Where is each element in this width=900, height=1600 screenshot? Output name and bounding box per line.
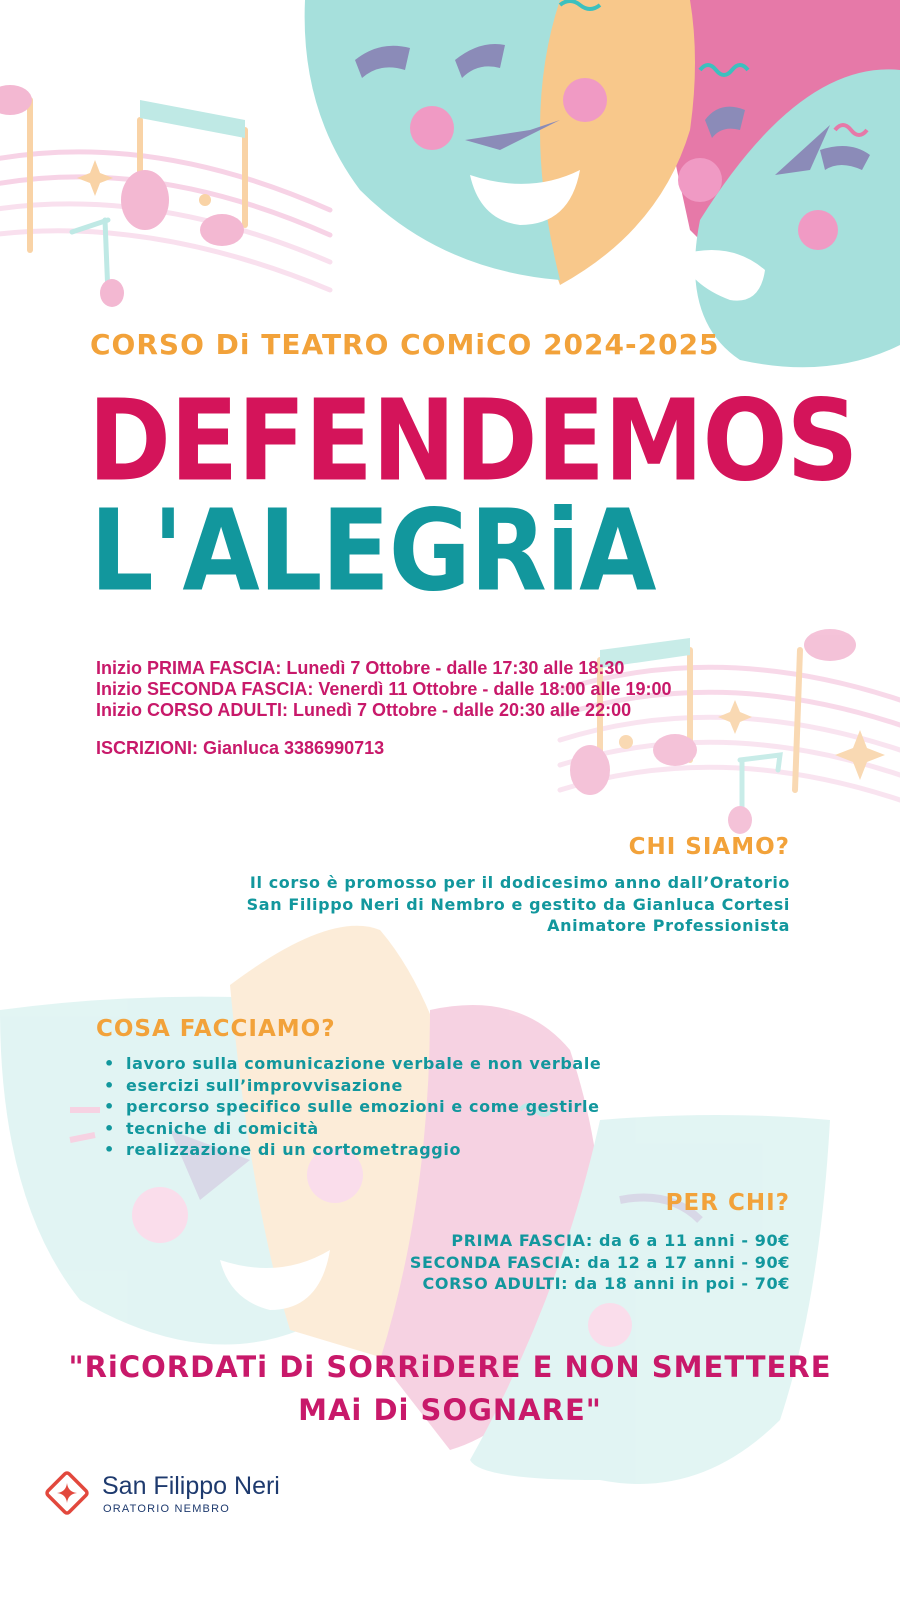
per-chi-line: PRIMA FASCIA: da 6 a 11 anni - 90€ [451,1231,790,1250]
schedule-block [96,658,672,721]
bullet-icon: • [104,1140,115,1159]
quote [60,1346,840,1432]
cosa-facciamo-heading: COSA FACCIAMO? [96,1016,336,1042]
per-chi-text [410,1230,790,1295]
list-item-text: percorso specifico sulle emozioni e come gestirle [126,1097,600,1116]
per-chi-line: CORSO ADULTI: da 18 anni in poi - 70€ [422,1274,790,1293]
cosa-facciamo-list [100,1053,601,1161]
quote-line: "RiCORDATi Di SORRiDERE E NON SMETTERE [68,1350,832,1384]
quote-line: MAi Di SOGNARE" [298,1393,602,1427]
chi-siamo-heading: CHI SIAMO? [628,834,790,860]
iscrizioni-contact: ISCRIZIONI: Gianluca 3386990713 [96,738,385,758]
chi-siamo-line: San Filippo Neri di Nembro e gestito da Gianluca Cortesi [246,894,790,914]
chi-siamo-text [230,872,790,937]
per-chi-line: SECONDA FASCIA: da 12 a 17 anni - 90€ [409,1252,790,1272]
schedule-corso-adulti: Inizio CORSO ADULTI: Lunedì 7 Ottobre - dalle 20:30 alle 22:00 [96,700,632,720]
theater-masks-top-icon [305,0,900,367]
logo-name: San Filippo Neri [102,1472,280,1500]
chi-siamo-line: Animatore Professionista [547,916,790,935]
bullet-icon: • [104,1054,115,1073]
list-item-text: esercizi sull’improvvisazione [126,1075,404,1095]
list-item-text: tecniche di comicità [126,1118,319,1138]
schedule-prima-fascia: Inizio PRIMA FASCIA: Lunedì 7 Ottobre - dalle 17:30 alle 18:30 [96,658,625,678]
logo-subtitle: ORATORIO NEMBRO [103,1503,230,1515]
list-item-text: lavoro sulla comunicazione verbale e non verbale [126,1054,602,1073]
star-diamond-logo-icon [46,1472,88,1514]
chi-siamo-line: Il corso è promosso per il dodicesimo anno dall’Oratorio [249,873,790,892]
bullet-icon: • [104,1097,115,1116]
bullet-icon: • [104,1118,115,1138]
title-line-2: L'ALEGRiA [90,485,656,617]
music-notes-top-left-icon [0,85,330,307]
list-item [100,1139,601,1161]
per-chi-heading: PER CHI? [665,1190,790,1216]
list-item [100,1075,601,1097]
list-item [100,1053,601,1075]
list-item [100,1118,601,1140]
list-item [100,1096,601,1118]
course-subtitle: CORSO Di TEATRO COMiCO 2024-2025 [90,328,720,361]
title-line-1: DEFENDEMOS [88,375,858,507]
bullet-icon: • [104,1075,115,1095]
schedule-seconda-fascia: Inizio SECONDA FASCIA: Venerdì 11 Ottobre - dalle 18:00 alle 19:00 [96,679,672,699]
list-item-text: realizzazione di un cortometraggio [126,1140,462,1159]
